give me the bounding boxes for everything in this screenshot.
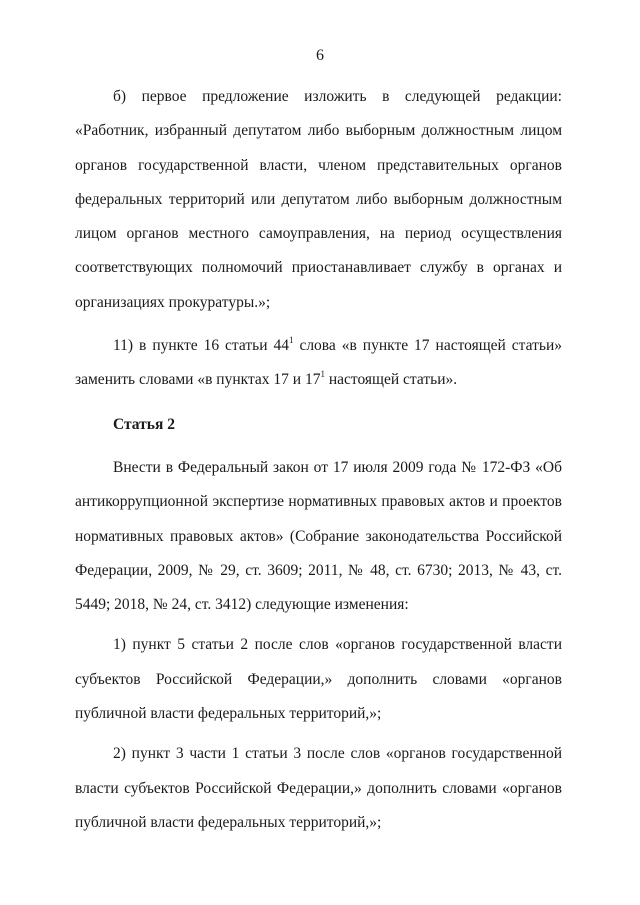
paragraph-amendment-11 — [75, 329, 562, 398]
superscript-index: 1 — [320, 369, 325, 380]
text-run: слова «в пункте 17 настоящей статьи» заменить словами «в пунктах 17 и 17 — [75, 337, 563, 389]
superscript-index: 1 — [288, 334, 294, 345]
paragraph-article-intro: Внести в Федеральный закон от 17 июля 2009 года № 172-ФЗ «Об антикоррупционной экспертизе нормативных правовых актов и проектов нормативных правовых актов» (Собрание законодательства Российской Федерации, 2009, № 29, ст. 3609; 2011, № 48, ст. 6730; 2013, № 43, ст. 5449; 2018, № 24, ст. 3412) следующие изменения: — [75, 458, 562, 614]
document-body — [75, 80, 562, 840]
page-number: 6 — [316, 47, 324, 64]
paragraph-item-2: 2) пункт 3 части 1 статьи 3 после слов «органов государственной власти субъектов Российской Федерации,» дополнить словами «органов публичной власти федеральных территорий,»; — [75, 745, 562, 831]
text-run: 11) в пункте 16 статьи 44 — [113, 337, 289, 355]
paragraph-item-1: 1) пункт 5 статьи 2 после слов «органов государственной власти субъектов Российской Федерации,» дополнить словами «органов публичной власти федеральных территорий,»; — [75, 636, 562, 723]
article-heading: Статья 2 — [113, 415, 175, 433]
text-run: настоящей статьи». — [324, 371, 458, 389]
paragraph-amendment-b: б) первое предложение изложить в следующей редакции: «Работник, избранный депутатом либо выборным должностным лицом органов государственной власти, членом представительных органов федеральных территорий или депутатом либо выборным должностным лицом органов местного самоуправления, на период осуществления соответствующих полномочий приостанавливает службу в органах и организациях прокуратуры.»; — [75, 88, 562, 311]
